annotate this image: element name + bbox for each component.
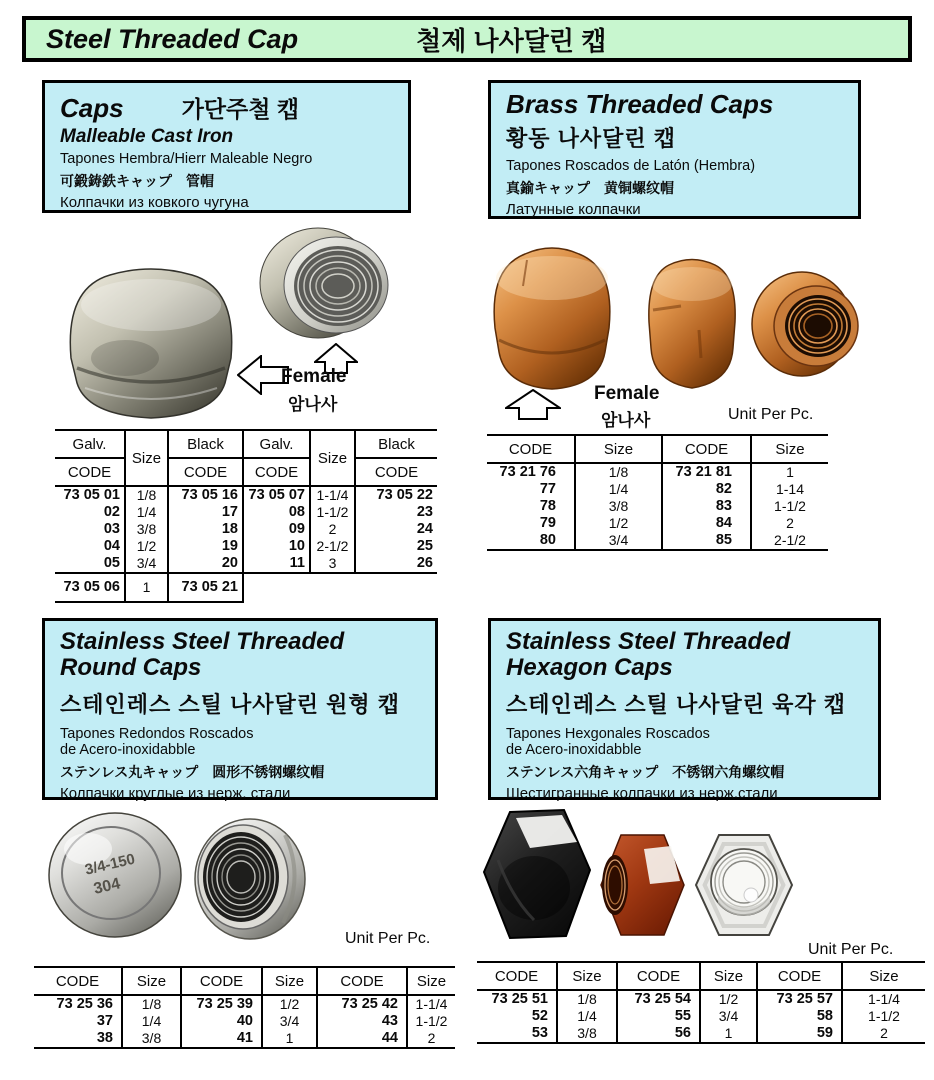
- table-cell: 73 05 21: [168, 573, 243, 602]
- table-cell: 09: [243, 521, 310, 538]
- round-caps-table: [34, 966, 455, 1049]
- table-cell: 1/2: [700, 990, 757, 1008]
- col-size: Size: [407, 967, 455, 995]
- table-cell: 41: [181, 1030, 262, 1048]
- steel-round-cap-front: [49, 813, 181, 937]
- col-size: Size: [575, 435, 662, 463]
- hex-cap-silver: [696, 835, 792, 935]
- col-code: CODE: [55, 458, 125, 486]
- table-cell: 3/4: [575, 532, 662, 550]
- brass-cap-medium: [649, 260, 735, 389]
- table-cell: 1: [700, 1025, 757, 1043]
- table-cell: 83: [662, 498, 751, 515]
- table-cell: 2-1/2: [751, 532, 828, 550]
- table-cell: 1: [262, 1030, 317, 1048]
- round-title-ko: 스테인레스 스틸 나사달린 원형 캡: [60, 691, 400, 717]
- table-cell: 3/8: [122, 1030, 181, 1048]
- table-cell: 73 25 54: [617, 990, 700, 1008]
- table-cell: 3/8: [125, 521, 168, 538]
- table-header-row: [487, 435, 828, 463]
- table-cell: 3/4: [700, 1008, 757, 1025]
- table-cell: 26: [355, 555, 437, 573]
- col-code: CODE: [317, 967, 407, 995]
- table-cell: 10: [243, 538, 310, 555]
- table-cell: 73 21 76: [499, 464, 556, 480]
- table-cell: 38: [34, 1030, 122, 1048]
- table-cell: 2: [751, 515, 828, 532]
- table-cell: 17: [168, 504, 243, 521]
- col-code: CODE: [487, 435, 575, 463]
- iron-cap-small: [260, 228, 388, 338]
- table-cell: 20: [168, 555, 243, 573]
- col-code: CODE: [181, 967, 262, 995]
- table-cell: 23: [355, 504, 437, 521]
- section-header-round-caps: [42, 618, 438, 800]
- table-cell: 1-14: [751, 481, 828, 498]
- table-cell: 73 05 16: [168, 486, 243, 504]
- malleable-line-ru: Колпачки из ковкого чугуна: [60, 194, 249, 211]
- table-header-row: [477, 962, 925, 990]
- table-cell: 73 25 57: [757, 990, 842, 1008]
- hexagon-line-ru: Шестигранные колпачки из нерж.стали: [506, 784, 778, 802]
- table-cell: 1-1/2: [407, 1013, 455, 1030]
- table-cell: 1/4: [125, 504, 168, 521]
- table-cell: 73 05 07: [243, 486, 310, 504]
- table-cell: 1-1/4: [842, 990, 925, 1008]
- brass-cap-large: [494, 248, 610, 389]
- female-label-q1: Female: [281, 366, 347, 387]
- table-cell-empty: [355, 573, 437, 602]
- table-row: [477, 1025, 925, 1043]
- malleable-material: Malleable Cast Iron: [60, 126, 234, 147]
- col-size: Size: [122, 967, 181, 995]
- table-cell: 73 25 51: [491, 991, 548, 1007]
- table-cell: 73 05 06: [55, 573, 125, 602]
- table-cell: 02: [103, 504, 120, 520]
- section-header-malleable-caps: [42, 80, 411, 213]
- table-cell: 55: [617, 1008, 700, 1025]
- table-cell: 2: [842, 1025, 925, 1043]
- table-row: [487, 498, 828, 515]
- female-label-ko-q1: 암나사: [288, 395, 338, 414]
- hexagon-caps-photo: [478, 803, 808, 948]
- table-cell: 73 25 39: [181, 995, 262, 1013]
- table-cell: 11: [243, 555, 310, 573]
- table-cell: 19: [168, 538, 243, 555]
- col-black: Black: [355, 430, 437, 458]
- col-code: CODE: [243, 458, 310, 486]
- table-cell: 2: [310, 521, 355, 538]
- hex-cap-black: [484, 810, 590, 938]
- table-cell: 73 05 22: [355, 486, 437, 504]
- table-cell: 1/2: [575, 515, 662, 532]
- page-title-ko: 철제 나사달린 캡: [416, 25, 607, 56]
- brass-title-en: Brass Threaded Caps: [506, 89, 774, 119]
- table-cell: 03: [103, 521, 120, 537]
- col-galv: Galv.: [243, 430, 310, 458]
- malleable-line-es: Tapones Hembra/Hierr Maleable Negro: [60, 151, 313, 167]
- table-row: [477, 1008, 925, 1025]
- table-row: [55, 504, 437, 521]
- table-row: [55, 521, 437, 538]
- col-code: CODE: [757, 962, 842, 990]
- table-header-row: [55, 430, 437, 458]
- col-size: Size: [557, 962, 617, 990]
- table-cell: 1-1/2: [310, 504, 355, 521]
- col-size: Size: [310, 430, 355, 486]
- table-cell: 2: [407, 1030, 455, 1048]
- hexagon-line-es1: Tapones Hexgonales Roscados: [506, 725, 710, 742]
- table-cell: 80: [487, 532, 575, 550]
- table-cell: 79: [539, 515, 556, 531]
- page-title-en: Steel Threaded Cap: [46, 23, 299, 54]
- hexagon-line-ja-zh: ステンレス六角キャップ 不锈钢六角螺纹帽: [506, 763, 785, 780]
- table-cell: 44: [317, 1030, 407, 1048]
- table-cell: 77: [539, 481, 556, 497]
- table-row: [55, 486, 437, 504]
- table-cell: 05: [103, 555, 120, 571]
- table-cell: 3/4: [125, 555, 168, 573]
- table-row: [487, 463, 828, 481]
- round-title-en-2: Round Caps: [60, 653, 202, 681]
- table-cell: 78: [539, 498, 556, 514]
- table-cell: 52: [531, 1008, 548, 1024]
- brass-title-ko: 황동 나사달린 캡: [506, 126, 676, 152]
- table-cell: 73 21 81: [662, 463, 751, 481]
- table-row: [34, 1030, 455, 1048]
- col-code: CODE: [617, 962, 700, 990]
- col-code: CODE: [477, 962, 557, 990]
- table-cell: 3/4: [262, 1013, 317, 1030]
- table-cell: 82: [662, 481, 751, 498]
- col-size: Size: [751, 435, 828, 463]
- table-cell: 1-1/2: [751, 498, 828, 515]
- table-cell: 84: [662, 515, 751, 532]
- table-cell: 25: [355, 538, 437, 555]
- table-cell: 1/8: [122, 995, 181, 1013]
- table-cell: 43: [317, 1013, 407, 1030]
- table-cell-empty: [243, 573, 310, 602]
- table-cell: 1-1/4: [310, 486, 355, 504]
- page-title-bar: [22, 16, 912, 62]
- table-cell: 04: [103, 538, 120, 554]
- table-row: [487, 515, 828, 532]
- round-line-es2: de Acero-inoxidabble: [60, 741, 196, 758]
- col-size: Size: [842, 962, 925, 990]
- table-cell: 1/4: [557, 1008, 617, 1025]
- brass-cap-small: [752, 272, 858, 376]
- table-cell: 08: [243, 504, 310, 521]
- hexagon-title-en-2: Hexagon Caps: [506, 653, 673, 681]
- table-cell: 1/8: [575, 463, 662, 481]
- col-galv: Galv.: [55, 430, 125, 458]
- table-cell: 73 25 42: [317, 995, 407, 1013]
- col-size: Size: [262, 967, 317, 995]
- table-cell: 3/8: [557, 1025, 617, 1043]
- table-row: [487, 481, 828, 498]
- table-cell: 1: [125, 573, 168, 602]
- col-size: Size: [125, 430, 168, 486]
- iron-cap-large: [70, 269, 231, 418]
- table-cell: 85: [662, 532, 751, 550]
- malleable-table: [55, 429, 437, 603]
- table-cell: 3: [310, 555, 355, 573]
- hex-cap-copper: [601, 835, 684, 935]
- section-header-brass-caps: [488, 80, 861, 219]
- hexagon-caps-table: [477, 961, 925, 1044]
- unit-per-pc-label-q4: Unit Per Pc.: [808, 941, 894, 958]
- col-code: CODE: [168, 458, 243, 486]
- unit-per-pc-label-q2: Unit Per Pc.: [728, 406, 814, 423]
- col-code: CODE: [355, 458, 437, 486]
- table-cell: 1/2: [125, 538, 168, 555]
- brass-table: [487, 434, 828, 551]
- table-cell: 73 25 36: [56, 996, 113, 1012]
- table-row: [477, 990, 925, 1008]
- cap-stamp-line2: 304: [92, 875, 122, 898]
- table-cell-empty: [310, 573, 355, 602]
- table-cell: 73 05 01: [63, 487, 120, 503]
- hexagon-line-es2: de Acero-inoxidabble: [506, 741, 642, 758]
- table-cell: 1/4: [122, 1013, 181, 1030]
- hexagon-title-ko: 스테인레스 스틸 나사달린 육각 캡: [506, 691, 846, 717]
- col-size: Size: [700, 962, 757, 990]
- table-footer-row: [55, 573, 437, 602]
- table-cell: 3/8: [575, 498, 662, 515]
- col-code: CODE: [34, 967, 122, 995]
- table-cell: 1-1/2: [842, 1008, 925, 1025]
- brass-line-ja-zh: 真鍮キャップ 黄铜螺纹帽: [506, 180, 674, 197]
- table-cell: 18: [168, 521, 243, 538]
- female-label-ko-q2: 암나사: [601, 411, 651, 430]
- round-line-ja-zh: ステンレス丸キャップ 圆形不锈钢螺纹帽: [60, 763, 325, 780]
- female-label-q2: Female: [594, 383, 660, 404]
- table-row: [34, 1013, 455, 1030]
- table-cell: 59: [757, 1025, 842, 1043]
- up-arrow-icon: [505, 389, 561, 420]
- table-cell: 37: [96, 1013, 113, 1029]
- col-black: Black: [168, 430, 243, 458]
- table-cell: 56: [617, 1025, 700, 1043]
- table-cell: 58: [757, 1008, 842, 1025]
- table-cell: 1-1/4: [407, 995, 455, 1013]
- table-header-row: [55, 458, 437, 486]
- malleable-line-ja-zh: 可鍛鋳鉄キャップ 管帽: [60, 173, 214, 189]
- table-cell: 40: [181, 1013, 262, 1030]
- steel-round-cap-threaded: [195, 819, 305, 939]
- round-caps-photo: [40, 805, 320, 955]
- table-cell: 2-1/2: [310, 538, 355, 555]
- table-cell: 24: [355, 521, 437, 538]
- brass-line-ru: Латунные колпачки: [506, 201, 641, 219]
- malleable-title-ko: 가단주철 캡: [181, 96, 300, 122]
- table-cell: 1/8: [557, 990, 617, 1008]
- table-row: [55, 555, 437, 573]
- table-cell: 53: [477, 1025, 557, 1043]
- round-title-en-1: Stainless Steel Threaded: [60, 628, 345, 655]
- unit-per-pc-label-q3: Unit Per Pc.: [345, 930, 431, 947]
- cap-stamp-line1: 3/4-150: [83, 850, 137, 879]
- col-code: CODE: [662, 435, 751, 463]
- hexagon-title-en-1: Stainless Steel Threaded: [506, 628, 791, 655]
- table-cell: 1/8: [125, 486, 168, 504]
- round-line-es1: Tapones Redondos Roscados: [60, 725, 254, 742]
- section-header-hexagon-caps: [488, 618, 881, 800]
- table-cell: 1: [751, 463, 828, 481]
- table-cell: 1/4: [575, 481, 662, 498]
- brass-line-es: Tapones Roscados de Latón (Hembra): [506, 158, 756, 175]
- round-line-ru: Колпачки круглые из нерж. стали: [60, 784, 291, 802]
- table-row: [487, 532, 828, 550]
- table-row: [55, 538, 437, 555]
- table-cell: 1/2: [262, 995, 317, 1013]
- malleable-title-en: Caps: [60, 93, 124, 123]
- table-header-row: [34, 967, 455, 995]
- table-row: [34, 995, 455, 1013]
